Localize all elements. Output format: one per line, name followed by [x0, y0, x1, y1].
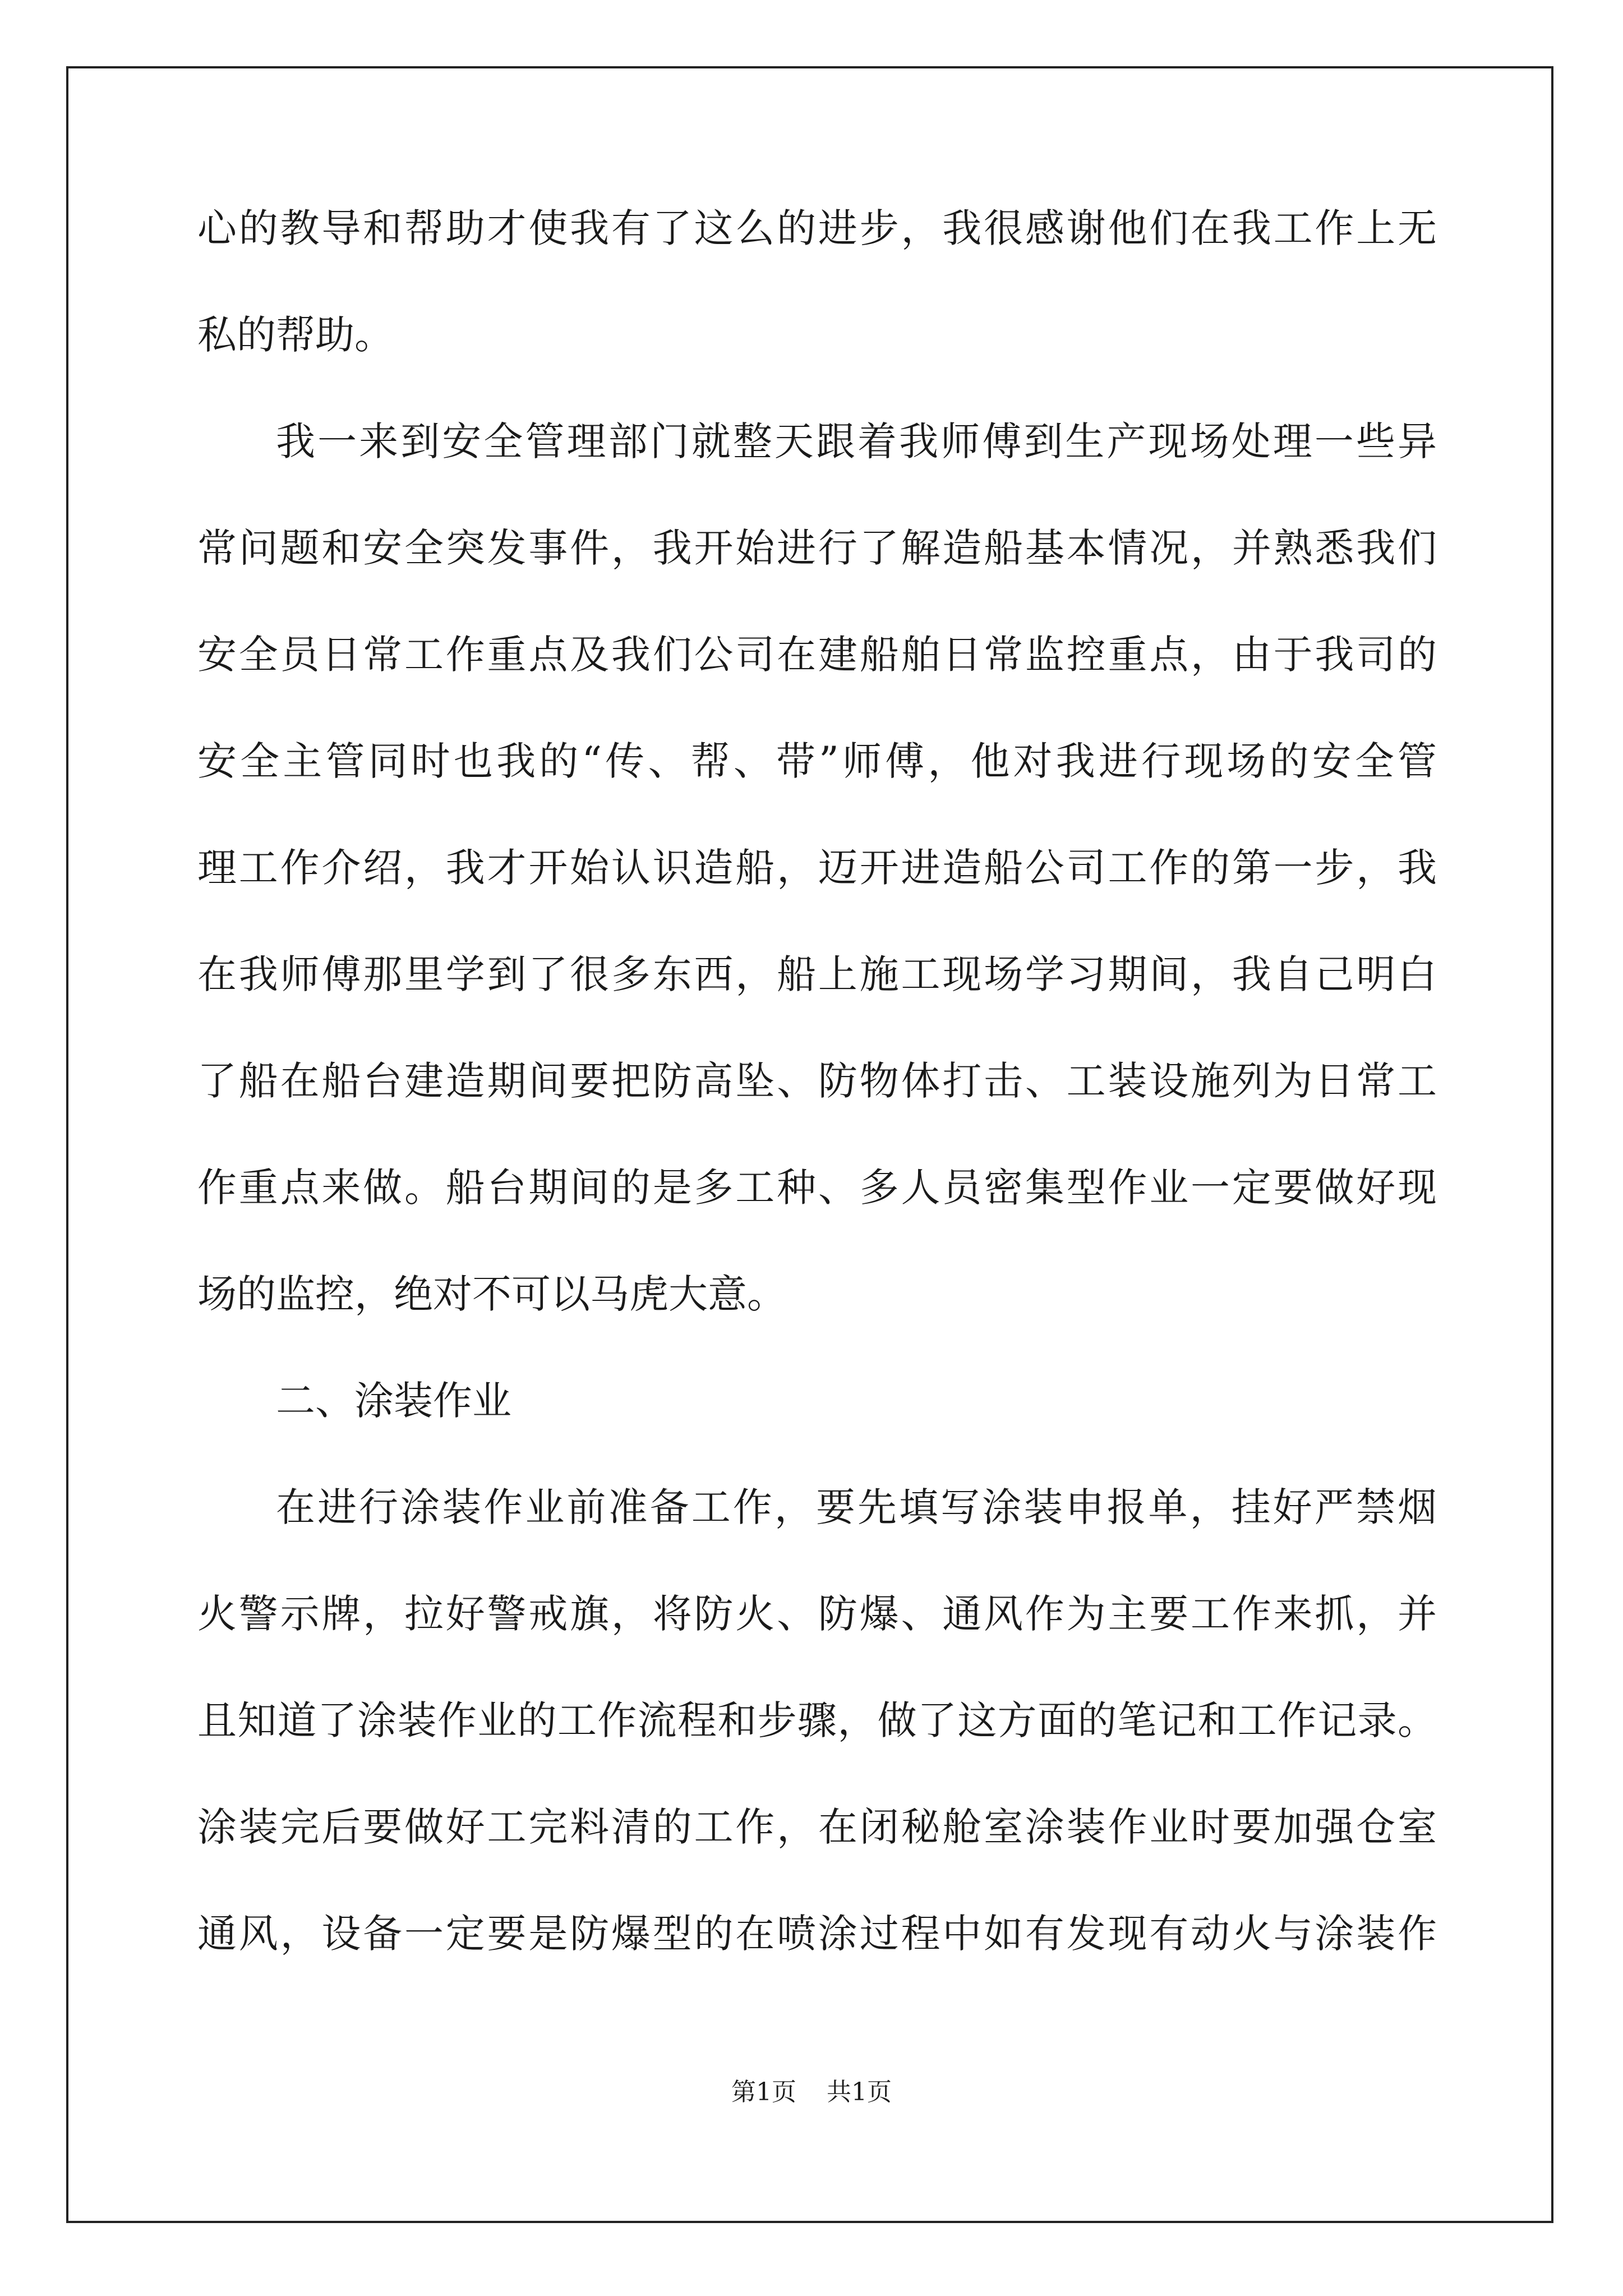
text-line: 在我师傅那里学到了很多东西，船上施工现场学习期间，我自己明白: [197, 951, 1437, 997]
text-line: 安全主管同时也我的“传、帮、带”师傅，他对我进行现场的安全管: [197, 738, 1437, 784]
text-line: 涂装完后要做好工完料清的工作，在闭秘舱室涂装作业时要加强仓室: [197, 1804, 1437, 1850]
text-line: 了船在船台建造期间要把防高坠、防物体打击、工装设施列为日常工: [197, 1058, 1437, 1104]
page-total: 共1页: [827, 2078, 892, 2106]
text-line: 场的监控，绝对不可以马虎大意。: [197, 1271, 786, 1317]
text-line: 理工作介绍，我才开始认识造船，迈开进造船公司工作的第一步，我: [197, 845, 1437, 891]
text-line: 且知道了涂装作业的工作流程和步骤，做了这方面的笔记和工作记录。: [197, 1697, 1437, 1743]
page-footer: [0, 2080, 1623, 2105]
paragraph-first-line: 在进行涂装作业前准备工作，要先填写涂装申报单，挂好严禁烟: [276, 1484, 1437, 1530]
text-line: 常问题和安全突发事件，我开始进行了解造船基本情况，并熟悉我们: [197, 525, 1437, 571]
text-line: 作重点来做。船台期间的是多工种、多人员密集型作业一定要做好现: [197, 1165, 1437, 1211]
text-line: 火警示牌，拉好警戒旗，将防火、防爆、通风作为主要工作来抓，并: [197, 1591, 1437, 1637]
section-heading: 二、涂装作业: [276, 1378, 511, 1424]
text-line: 心的教导和帮助才使我有了这么的进步，我很感谢他们在我工作上无: [197, 205, 1437, 251]
paragraph-first-line: 我一来到安全管理部门就整天跟着我师傅到生产现场处理一些异: [276, 418, 1437, 464]
page-number: 第1页: [731, 2078, 796, 2106]
text-line: 通风，设备一定要是防爆型的在喷涂过程中如有发现有动火与涂装作: [197, 1911, 1437, 1957]
text-line: 安全员日常工作重点及我们公司在建船舶日常监控重点，由于我司的: [197, 632, 1437, 678]
document-body: [197, 205, 1437, 2021]
text-line: 私的帮助。: [197, 312, 394, 358]
